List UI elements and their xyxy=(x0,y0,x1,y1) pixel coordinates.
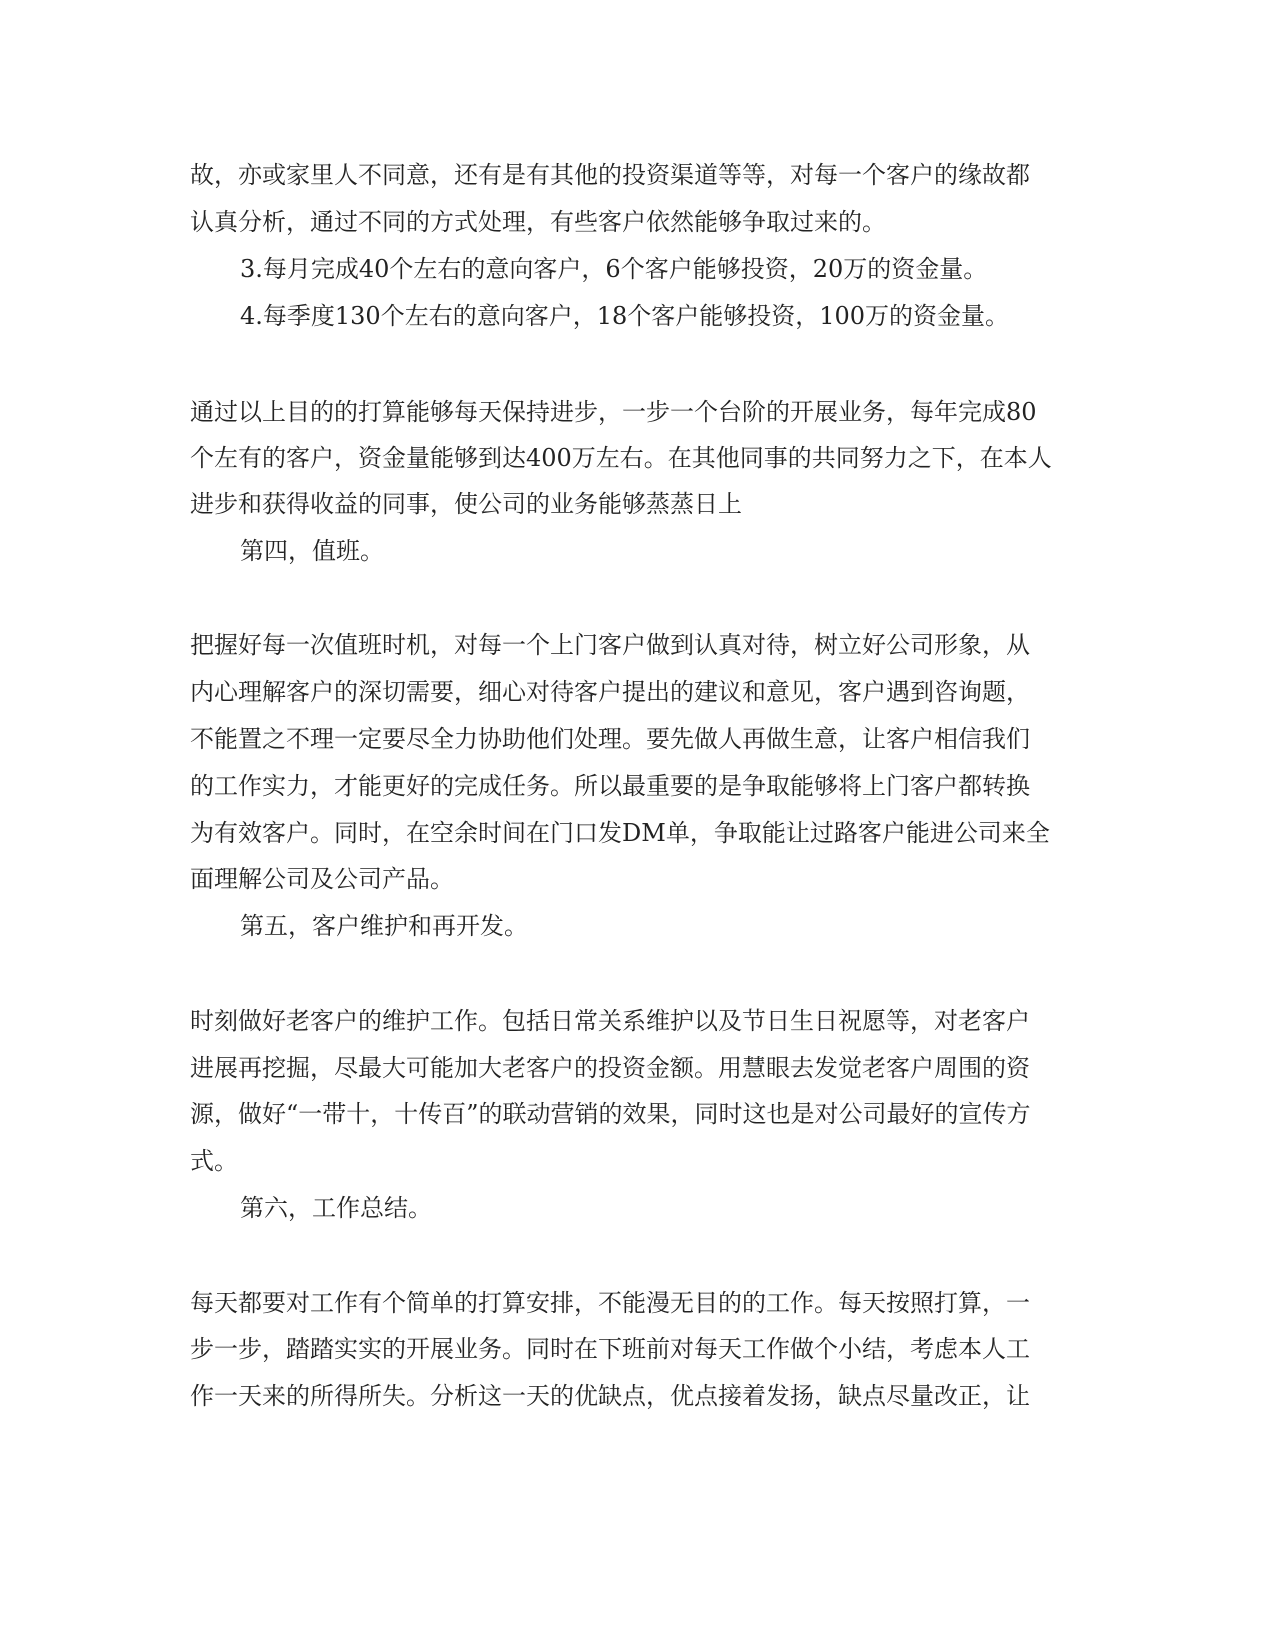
body-text-line: 每天都要对工作有个简单的打算安排，不能漫无目的的工作。每天按照打算，一 xyxy=(190,1289,1030,1317)
body-text-line: 故，亦或家里人不同意，还有是有其他的投资渠道等等，对每一个客户的缘故都 xyxy=(190,161,1030,189)
body-text-line: 源，做好“一带十，十传百”的联动营销的效果，同时这也是对公司最好的宣传方 xyxy=(190,1100,1031,1128)
body-text-line: 内心理解客户的深切需要，细心对待客户提出的建议和意见，客户遇到咨询题， xyxy=(190,678,1030,706)
list-item-4: 4.每季度130个左右的意向客户，18个客户能够投资，100万的资金量。 xyxy=(240,302,1010,330)
body-text-line: 把握好每一次值班时机，对每一个上门客户做到认真对待，树立好公司形象，从 xyxy=(190,631,1030,659)
section-heading-work-summary: 第六，工作总结。 xyxy=(240,1194,432,1222)
body-text-line: 为有效客户。同时，在空余时间在门口发DM单，争取能让过路客户能进公司来全 xyxy=(190,819,1050,847)
section-heading-customer-maintenance: 第五，客户维护和再开发。 xyxy=(240,912,528,940)
body-text-line: 面理解公司及公司产品。 xyxy=(190,865,454,893)
body-text-line: 进展再挖掘，尽最大可能加大老客户的投资金额。用慧眼去发觉老客户周围的资 xyxy=(190,1054,1030,1082)
body-text-line: 认真分析，通过不同的方式处理，有些客户依然能够争取过来的。 xyxy=(190,208,886,236)
body-text-line: 式。 xyxy=(190,1147,238,1175)
body-text-line: 时刻做好老客户的维护工作。包括日常关系维护以及节日生日祝愿等，对老客户 xyxy=(190,1007,1030,1035)
list-item-3: 3.每月完成40个左右的意向客户，6个客户能够投资，20万的资金量。 xyxy=(240,255,988,283)
body-text-line: 的工作实力，才能更好的完成任务。所以最重要的是争取能够将上门客户都转换 xyxy=(190,772,1030,800)
body-text-line: 作一天来的所得所失。分析这一天的优缺点，优点接着发扬，缺点尽量改正，让 xyxy=(190,1382,1030,1410)
body-text-line: 通过以上目的的打算能够每天保持进步，一步一个台阶的开展业务，每年完成80 xyxy=(190,398,1037,426)
body-text-line: 个左有的客户，资金量能够到达400万左右。在其他同事的共同努力之下，在本人 xyxy=(190,444,1052,472)
body-text-line: 步一步，踏踏实实的开展业务。同时在下班前对每天工作做个小结，考虑本人工 xyxy=(190,1335,1030,1363)
section-heading-duty: 第四，值班。 xyxy=(240,537,384,565)
body-text-line: 不能置之不理一定要尽全力协助他们处理。要先做人再做生意，让客户相信我们 xyxy=(190,725,1030,753)
body-text-line: 进步和获得收益的同事，使公司的业务能够蒸蒸日上 xyxy=(190,490,742,518)
